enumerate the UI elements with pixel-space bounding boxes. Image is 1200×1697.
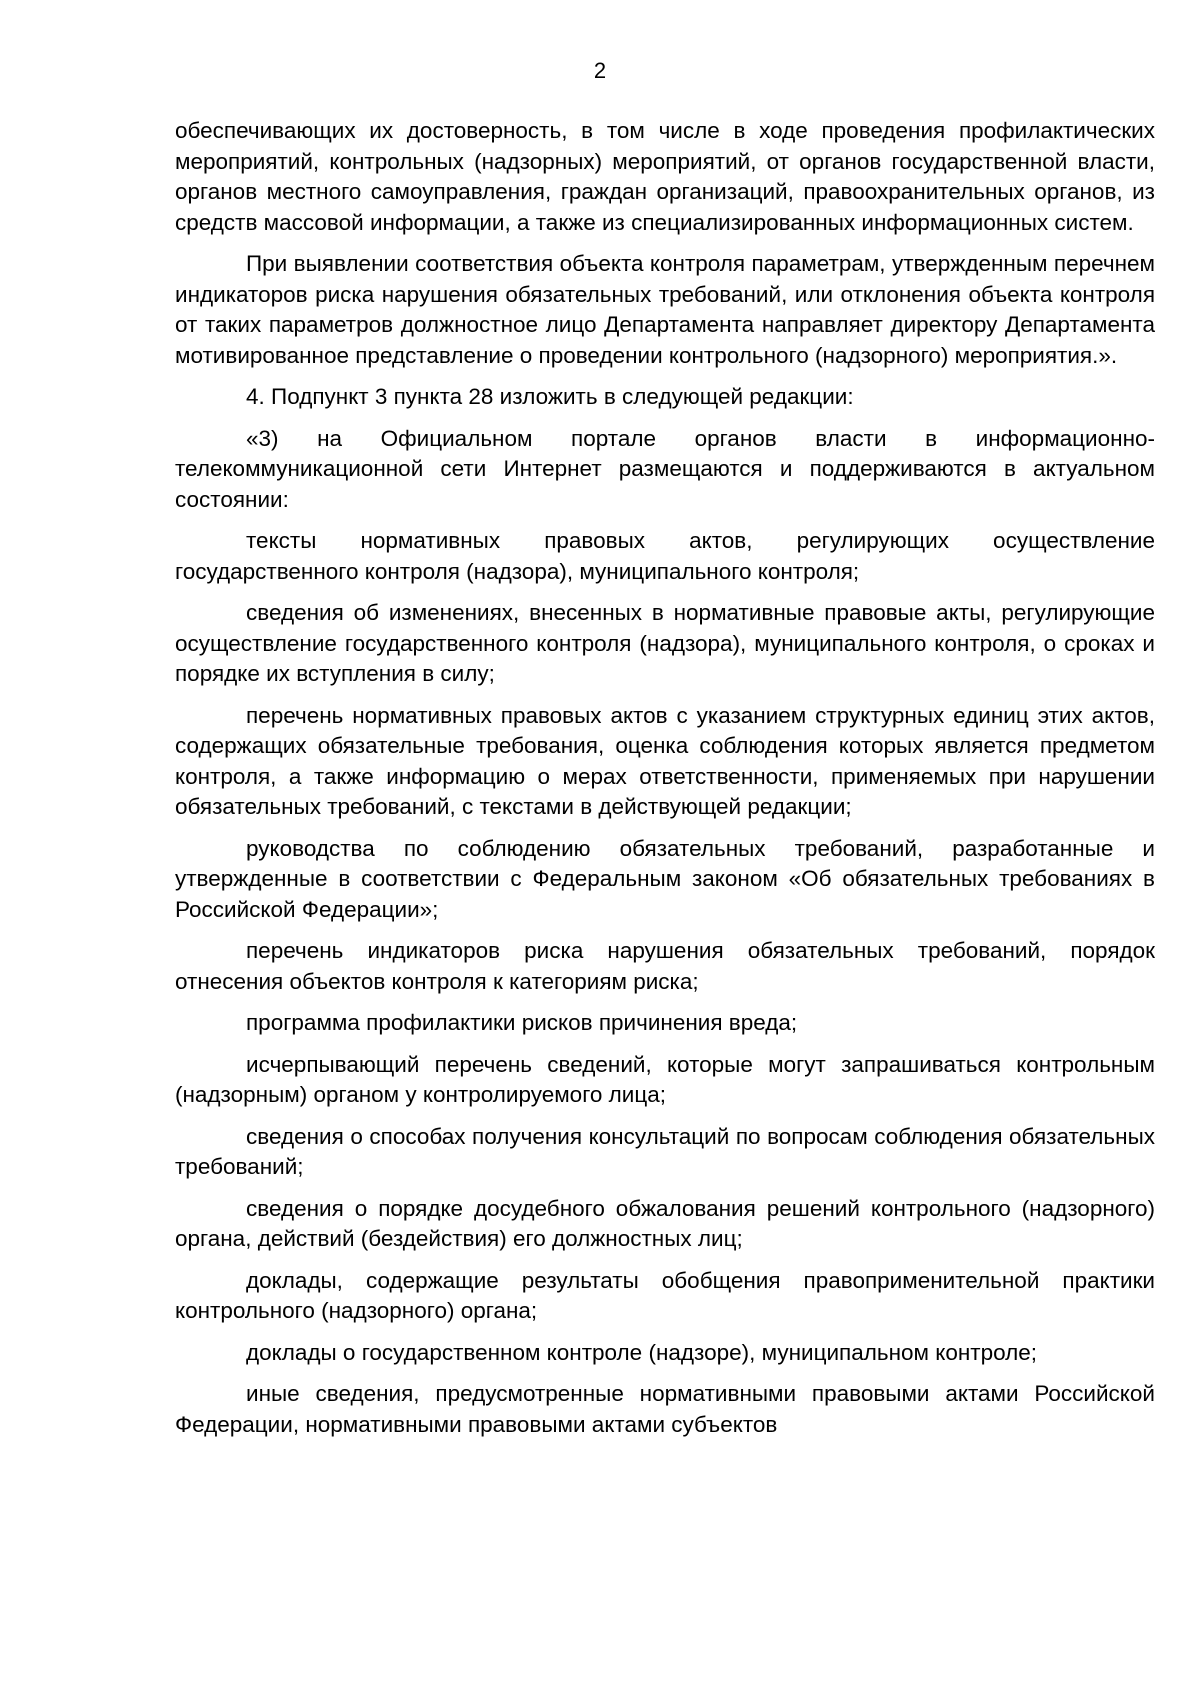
list-item-other-info: иные сведения, предусмотренные нормативными правовыми актами Российской Федерации, нормативными правовыми актами субъектов xyxy=(175,1381,1155,1437)
document-body xyxy=(175,116,1155,1451)
list-item-guidelines: руководства по соблюдению обязательных требований, разработанные и утвержденные в соответствии с Федеральным законом «Об обязательных требованиях в Российской Федерации»; xyxy=(175,835,1155,922)
page-number: 2 xyxy=(593,58,607,83)
list-item-appeal-procedure: сведения о порядке досудебного обжалования решений контрольного (надзорного) органа, действий (бездействия) его должностных лиц; xyxy=(175,1195,1155,1251)
list-item-practice-reports: доклады, содержащие результаты обобщения правоприменительной практики контрольного (надзорного) органа; xyxy=(175,1267,1155,1323)
paragraph-continuation: обеспечивающих их достоверность, в том числе в ходе проведения профилактических мероприятий, контрольных (надзорных) мероприятий, от органов государственной власти, органов местного самоуправления, граждан организаций, правоохранительных органов, из средств массовой информации, а также из специализированных информационных систем. xyxy=(175,118,1155,235)
paragraph-subitem-3: «3) на Официальном портале органов власти в информационно-телекоммуникационной сети Интернет размещаются и поддерживаются в актуальном состоянии: xyxy=(175,425,1155,512)
list-item-requested-info: исчерпывающий перечень сведений, которые могут запрашиваться контрольным (надзорным) органом у контролируемого лица; xyxy=(175,1051,1155,1107)
paragraph-amendment-item-4: 4. Подпункт 3 пункта 28 изложить в следующей редакции: xyxy=(246,384,854,409)
list-item-acts-list: перечень нормативных правовых актов с указанием структурных единиц этих актов, содержащих обязательные требования, оценка соблюдения которых является предметом контроля, а также информацию о мерах ответственности, применяемых при нарушении обязательных требований, с текстами в действующей редакции; xyxy=(175,702,1155,819)
paragraph-risk-indicator: При выявлении соответствия объекта контроля параметрам, утвержденным перечнем индикаторов риска нарушения обязательных требований, или отклонения объекта контроля от таких параметров должностное лицо Департамента направляет директору Департамента мотивированное представление о проведении контрольного (надзорного) мероприятия.». xyxy=(175,251,1155,368)
list-item-changes-info: сведения об изменениях, внесенных в нормативные правовые акты, регулирующие осуществление государственного контроля (надзора), муниципального контроля, о сроках и порядке их вступления в силу; xyxy=(175,600,1155,686)
list-item-consultations: сведения о способах получения консультаций по вопросам соблюдения обязательных требований; xyxy=(175,1123,1155,1179)
list-item-risk-indicators: перечень индикаторов риска нарушения обязательных требований, порядок отнесения объектов контроля к категориям риска; xyxy=(175,938,1155,994)
list-item-prevention-program: программа профилактики рисков причинения вреда; xyxy=(246,1010,798,1035)
list-item-normative-texts: тексты нормативных правовых актов, регулирующих осуществление государственного контроля (надзора), муниципального контроля; xyxy=(175,528,1155,584)
list-item-control-reports: доклады о государственном контроле (надзоре), муниципальном контроле; xyxy=(246,1339,1038,1365)
